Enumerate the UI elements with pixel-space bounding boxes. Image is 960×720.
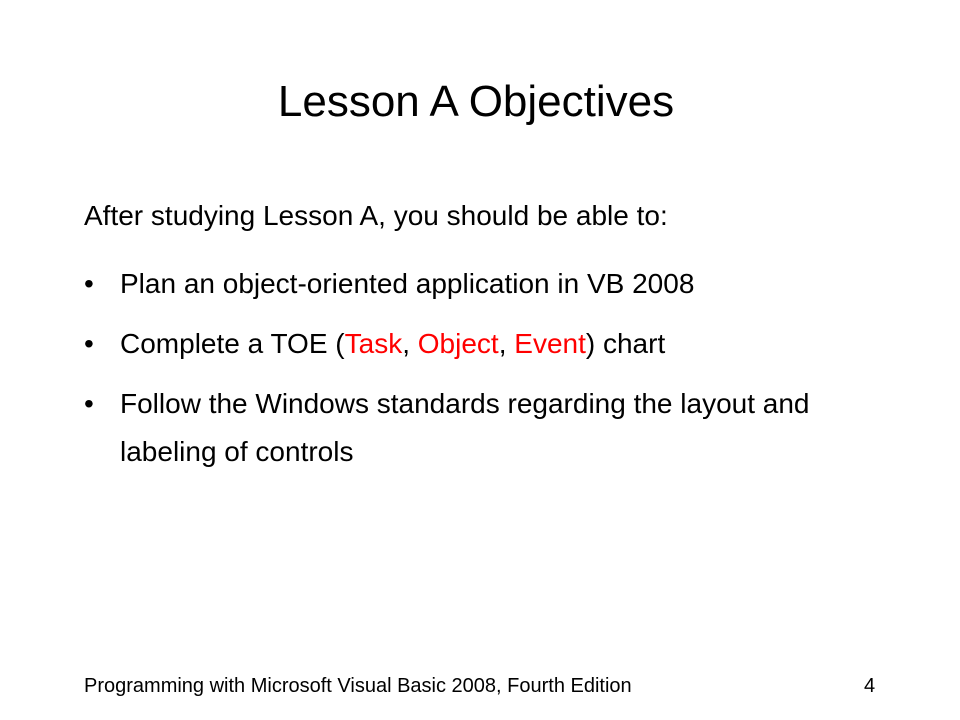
objective-text-end: ) chart [585, 328, 666, 359]
objective-item-toe-chart [84, 320, 864, 368]
objective-text: Plan an object-oriented application in VB 2008 [120, 268, 695, 299]
highlight-object: Object [417, 328, 499, 359]
intro-text: After studying Lesson A, you should be able to: [84, 200, 668, 231]
objectives-list [84, 260, 864, 488]
objective-text-start: Complete a TOE ( [120, 328, 345, 359]
bullet-icon: • [84, 328, 94, 359]
highlight-task: Task [344, 328, 403, 359]
slide-title: Lesson A Objectives [277, 77, 675, 126]
objective-item-windows-standards [84, 380, 864, 476]
page-number: 4 [864, 675, 876, 697]
bullet-icon: • [84, 268, 94, 299]
objective-text: Follow the Windows standards regarding the layout and labeling of controls [120, 388, 810, 467]
footer-book-title: Programming with Microsoft Visual Basic 2008, Fourth Edition [84, 675, 632, 697]
highlight-event: Event [514, 328, 586, 359]
bullet-icon: • [84, 388, 94, 419]
separator: , [402, 328, 418, 359]
objective-item-plan [84, 260, 864, 308]
separator: , [498, 328, 515, 359]
